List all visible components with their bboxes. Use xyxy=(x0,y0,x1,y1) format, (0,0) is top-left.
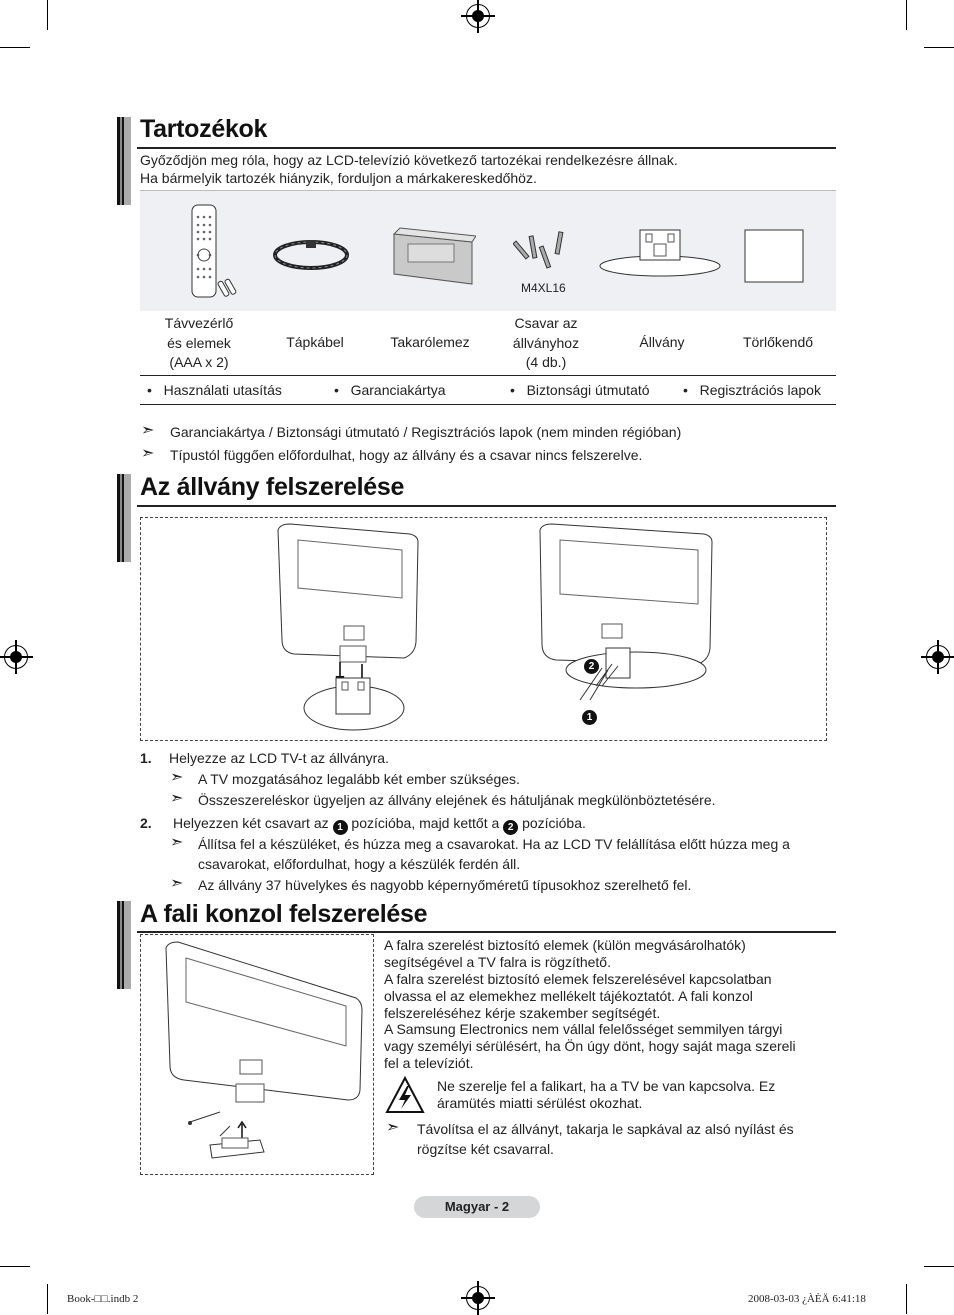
footer-file: Book-□□.indb 2 xyxy=(67,1293,139,1305)
tv-back-illustration xyxy=(532,522,717,722)
registration-mark-icon xyxy=(466,1286,490,1310)
crop-mark xyxy=(47,1284,48,1314)
note: ➣ Az állvány 37 hüvelykes és nagyobb képernyőméretű típusokhoz szerelhető fel. xyxy=(170,875,692,893)
crop-mark xyxy=(906,0,907,30)
wall-warning: Ne szerelje fel a falikart, ha a TV be van kapcsolva. Ez áramütés miatti sérülést okozhat. xyxy=(437,1078,776,1111)
footer-timestamp: 2008-03-03 ¿ÀÈÄ 6:41:18 xyxy=(748,1293,866,1305)
note-arrow-icon: ➣ xyxy=(386,1119,400,1136)
power-cable-icon xyxy=(270,234,352,276)
note: ➣ Összeszereléskor ügyeljen az állvány elejének és hátuljának megkülönböztetésére. xyxy=(170,790,716,808)
marker-2-icon: 2 xyxy=(503,820,518,835)
registration-mark-icon xyxy=(466,4,490,28)
section-bar xyxy=(117,901,131,989)
note-arrow-icon: ➣ xyxy=(141,422,155,439)
cleaning-cloth-icon xyxy=(743,228,805,284)
note-arrow-icon: ➣ xyxy=(170,834,184,851)
accessory-label-remote: Távvezérlő és elemek (AAA x 2) xyxy=(164,315,234,370)
note-arrow-icon: ➣ xyxy=(170,769,184,786)
crop-mark xyxy=(924,47,954,48)
registration-mark-icon xyxy=(926,645,950,669)
registration-mark-icon xyxy=(4,645,28,669)
stand-icon xyxy=(598,224,722,280)
step-1-text: Helyezze az LCD TV-t az állványra. xyxy=(169,750,389,766)
doc-item: • Biztonsági útmutató xyxy=(510,382,650,398)
note: ➣ A TV mozgatásához legalább két ember szükséges. xyxy=(170,769,520,787)
section-title-stand: Az állvány felszerelése xyxy=(140,473,405,501)
note: ➣ Állítsa fel a készüléket, és húzza meg a csavarokat. Ha az LCD TV felállítása előtt húzza meg a xyxy=(170,834,790,852)
note-continued: csavarokat, előfordulhat, hogy a készülék ferdén áll. xyxy=(198,856,521,872)
step-1: 1. xyxy=(140,750,152,766)
position-marker-2: 2 xyxy=(584,654,599,674)
accessory-label-cloth: Törlőkendő xyxy=(742,334,814,350)
step-2: 2. xyxy=(140,815,152,831)
step-2-text: Helyezzen két csavart az 1 pozícióba, majd kettőt a 2 pozícióba. xyxy=(173,815,586,833)
cover-plate-icon xyxy=(390,226,476,286)
note-arrow-icon: ➣ xyxy=(170,790,184,807)
remote-control-icon xyxy=(186,203,241,300)
page-number-badge: Magyar - 2 xyxy=(414,1196,540,1218)
screw-code: M4XL16 xyxy=(521,281,566,295)
doc-item: • Használati utasítás xyxy=(147,382,282,398)
divider xyxy=(140,404,836,405)
crop-mark xyxy=(0,47,30,48)
wall-para-1: A falra szerelést biztosító elemek (külön megvásárolhatók) segítségével a TV falra is rögzíthető. xyxy=(384,937,746,970)
tv-back-illustration xyxy=(270,522,420,734)
wall-para-2: A falra szerelést biztosító elemek felszerelésével kapcsolatban olvassa el az elemekhez mellékelt tájékoztatót. A fali konzol felszereléséhez kérje szakember segítségét. xyxy=(384,971,772,1021)
note-arrow-icon: ➣ xyxy=(170,875,184,892)
accessories-image-panel xyxy=(140,191,836,311)
intro-line-2: Ha bármelyik tartozék hiányzik, forduljon a márkakereskedőhöz. xyxy=(140,170,537,186)
accessory-label-screws: Csavar az állványhoz (4 db.) xyxy=(512,315,580,370)
doc-item: • Regisztrációs lapok xyxy=(683,382,821,398)
crop-mark xyxy=(906,1284,907,1314)
crop-mark xyxy=(924,1266,954,1267)
note: ➣ Típustól függően előfordulhat, hogy az állvány és a csavar nincs felszerelve. xyxy=(141,445,643,463)
section-title-wall: A fali konzol felszerelése xyxy=(140,900,428,928)
marker-1-icon: 1 xyxy=(333,820,348,835)
position-marker-1: 1 xyxy=(582,705,597,725)
note: ➣ Garanciakártya / Biztonsági útmutató / Regisztrációs lapok (nem minden régióban) xyxy=(141,422,682,440)
divider xyxy=(140,375,836,376)
crop-mark xyxy=(47,0,48,30)
note-arrow-icon: ➣ xyxy=(141,445,155,462)
screws-icon xyxy=(513,226,571,272)
wall-para-3: A Samsung Electronics nem vállal felelősséget semmilyen tárgyi vagy személyi sérülésért, ha Ön úgy dönt, hogy saját maga szereli fel a televíziót. xyxy=(384,1021,796,1071)
note: ➣ Távolítsa el az állványt, takarja le sapkával az alsó nyílást és rögzítse két csavarral. xyxy=(386,1119,794,1157)
accessory-label-stand: Állvány xyxy=(639,334,685,350)
section-bar xyxy=(117,117,131,205)
accessory-label-cover-plate: Takarólemez xyxy=(390,334,470,350)
section-title-accessories: Tartozékok xyxy=(140,115,268,143)
divider xyxy=(137,147,836,149)
divider xyxy=(137,505,836,507)
section-bar xyxy=(117,474,131,562)
tv-wall-mount-illustration xyxy=(160,940,370,1165)
doc-item: • Garanciakártya xyxy=(334,382,446,398)
crop-mark xyxy=(0,1266,30,1267)
intro-line-1: Győződjön meg róla, hogy az LCD-televízió következő tartozékai rendelkezésre állnak. xyxy=(140,152,678,168)
stand-illustration-box xyxy=(140,517,827,741)
warning-electric-icon xyxy=(385,1076,425,1114)
accessory-label-power-cable: Tápkábel xyxy=(286,334,344,350)
divider xyxy=(137,931,836,933)
